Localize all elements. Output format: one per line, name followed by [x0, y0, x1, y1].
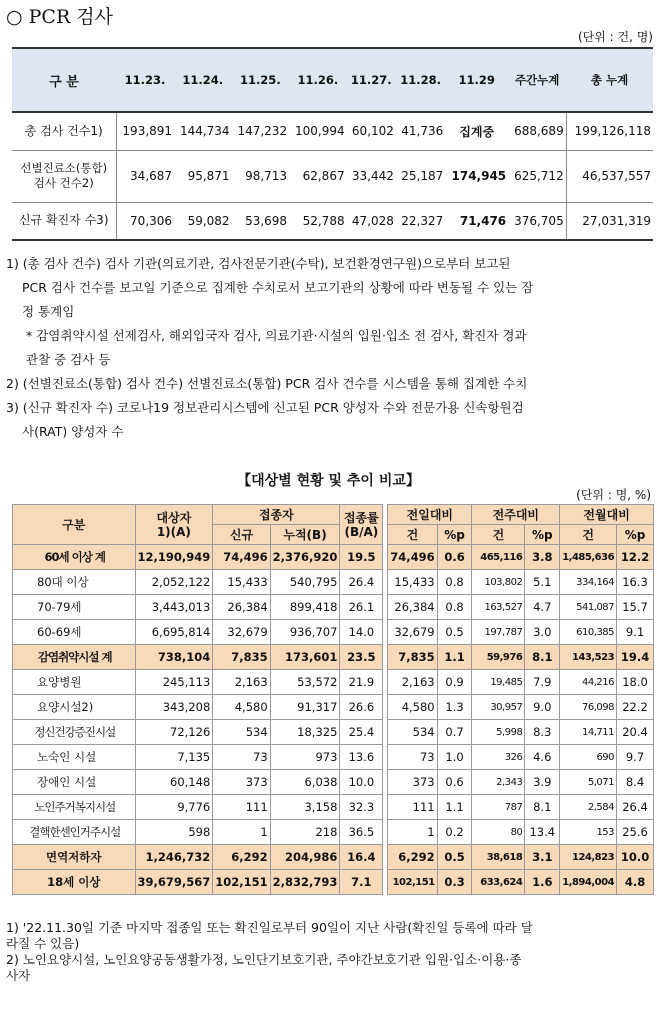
- vac-cell: 22.2: [617, 695, 654, 720]
- col-cumulative: 누적(B): [270, 525, 340, 545]
- vac-row: [13, 570, 654, 595]
- vac-cell: 15.7: [617, 595, 654, 620]
- vac-cell: 6,292: [213, 845, 270, 870]
- vac-cell: 102,151: [388, 870, 437, 895]
- vac-cell: 111: [388, 795, 437, 820]
- vac-table-title: 【대상별 현황 및 추이 비교】: [237, 473, 420, 489]
- vac-cell: 36.5: [340, 820, 383, 845]
- pcr-header-cell: 11.26.: [289, 48, 347, 112]
- pcr-header-cell: 11.25.: [232, 48, 290, 112]
- vac-row-label: 60-69세: [13, 620, 136, 645]
- vac-cell: 6,695,814: [135, 620, 213, 645]
- vac-cell: 74,496: [388, 545, 437, 570]
- vac-cell: 6,038: [270, 770, 340, 795]
- vac-cell: 373: [388, 770, 437, 795]
- vac-cell: 2,052,122: [135, 570, 213, 595]
- vac-cell: 1.1: [437, 795, 472, 820]
- vac-cell: 26.4: [617, 795, 654, 820]
- vac-cell: 91,317: [270, 695, 340, 720]
- vac-cell: 153: [560, 820, 617, 845]
- vac-cell: 53,572: [270, 670, 340, 695]
- vac-cell: 39,679,567: [135, 870, 213, 895]
- footnotes: [6, 920, 654, 984]
- vac-cell: 19.5: [340, 545, 383, 570]
- vac-cell: 8.1: [525, 795, 560, 820]
- vac-cell: 0.5: [437, 845, 472, 870]
- vac-cell: 13.4: [525, 820, 560, 845]
- vac-cell: 124,823: [560, 845, 617, 870]
- vac-cell: 8.1: [525, 645, 560, 670]
- vac-row: [13, 620, 654, 645]
- pcr-cell: 147,232: [232, 112, 290, 150]
- vac-cell: 16.3: [617, 570, 654, 595]
- vac-cell: 14.0: [340, 620, 383, 645]
- vac-cell: 111: [213, 795, 270, 820]
- vac-cell: 32,679: [213, 620, 270, 645]
- vac-cell: 1.1: [437, 645, 472, 670]
- vac-cell: 32,679: [388, 620, 437, 645]
- pcr-cell: 52,788: [289, 202, 347, 240]
- pcr-cell: 174,945: [445, 150, 508, 202]
- vac-cell: 6,292: [388, 845, 437, 870]
- footnote-1a: 1) '22.11.30일 기준 마지막 접종일 또는 확진일로부터 90일이 지난 사람(확진일 등록에 따라 달: [6, 920, 533, 935]
- vac-cell: 59,976: [472, 645, 525, 670]
- vac-cell: 2,832,793: [270, 870, 340, 895]
- vac-cell: 163,527: [472, 595, 525, 620]
- vac-row: [13, 795, 654, 820]
- footnote-1b: 라질 수 있음): [6, 936, 80, 951]
- vac-row: [13, 595, 654, 620]
- vac-row-label: 80대 이상: [13, 570, 136, 595]
- vac-cell: 373: [213, 770, 270, 795]
- pcr-cell: 47,028: [347, 202, 396, 240]
- vac-row: [13, 645, 654, 670]
- section-title: ○ PCR 검사: [6, 6, 113, 28]
- pcr-cell: 41,736: [396, 112, 445, 150]
- vac-cell: 13.6: [340, 745, 383, 770]
- vac-cell: 8.3: [525, 720, 560, 745]
- vac-cell: 343,208: [135, 695, 213, 720]
- vac-cell: 1,485,636: [560, 545, 617, 570]
- vac-cell: 72,126: [135, 720, 213, 745]
- pcr-header-row: [12, 48, 653, 112]
- pcr-cell: 193,891: [116, 112, 174, 150]
- col-gubun: 구분: [13, 505, 136, 545]
- pcr-row-label: 총 검사 건수1): [12, 112, 116, 150]
- vaccination-table: [12, 504, 654, 895]
- vac-cell: 610,385: [560, 620, 617, 645]
- vac-cell: 25.6: [617, 820, 654, 845]
- pcr-cell: 62,867: [289, 150, 347, 202]
- note-1b: PCR 검사 건수를 보고일 기준으로 집계한 수치로서 보고기관의 상황에 따라 변동될 수 있는 잠: [22, 280, 534, 295]
- vac-cell: 26.6: [340, 695, 383, 720]
- vac-cell: 173,601: [270, 645, 340, 670]
- vac-cell: 9.7: [617, 745, 654, 770]
- col-week-cnt: 건: [472, 525, 525, 545]
- note-2: 2) (선별진료소(통합) 검사 건수) 선별진료소(통합) PCR 검사 건수를 시스템을 통해 집계한 수치: [6, 376, 528, 391]
- vac-cell: 14,711: [560, 720, 617, 745]
- vac-cell: 0.7: [437, 720, 472, 745]
- vac-cell: 0.9: [437, 670, 472, 695]
- pcr-notes: [6, 252, 654, 444]
- col-day-cnt: 건: [388, 525, 437, 545]
- pcr-row-label: 신규 확진자 수3): [12, 202, 116, 240]
- vac-cell: 26.4: [340, 570, 383, 595]
- vac-cell: 26.1: [340, 595, 383, 620]
- vac-cell: 738,104: [135, 645, 213, 670]
- vac-cell: 218: [270, 820, 340, 845]
- vac-row-label: 노인주거복지시설: [13, 795, 136, 820]
- pcr-table: [12, 47, 653, 241]
- vac-row-label: 70-79세: [13, 595, 136, 620]
- vac-cell: 633,624: [472, 870, 525, 895]
- pcr-cell: 98,713: [232, 150, 290, 202]
- vac-cell: 1.6: [525, 870, 560, 895]
- vac-cell: 0.5: [437, 620, 472, 645]
- vac-cell: 4.8: [617, 870, 654, 895]
- pcr-row: [12, 202, 653, 240]
- vac-row-label: 감염취약시설 계: [13, 645, 136, 670]
- vac-cell: 4,580: [388, 695, 437, 720]
- vac-cell: 7.9: [525, 670, 560, 695]
- vac-cell: 598: [135, 820, 213, 845]
- pcr-cell: 25,187: [396, 150, 445, 202]
- col-month-cnt: 건: [560, 525, 617, 545]
- vac-row: [13, 670, 654, 695]
- vac-cell: 15,433: [213, 570, 270, 595]
- vac-cell: 26,384: [213, 595, 270, 620]
- vac-cell: 0.8: [437, 570, 472, 595]
- vac-row: [13, 845, 654, 870]
- pcr-header-cell: 11.23.: [116, 48, 174, 112]
- pcr-cell: 59,082: [174, 202, 232, 240]
- vac-cell: 3,443,013: [135, 595, 213, 620]
- vac-cell: 245,113: [135, 670, 213, 695]
- pcr-row: [12, 112, 653, 150]
- vac-row-label: 면역저하자: [13, 845, 136, 870]
- note-3b: 사(RAT) 양성자 수: [22, 424, 124, 439]
- note-star-b: 관찰 중 검사 등: [26, 352, 111, 367]
- vac-cell: 8.4: [617, 770, 654, 795]
- vac-cell: 143,523: [560, 645, 617, 670]
- vac-cell: 23.5: [340, 645, 383, 670]
- note-star-a: * 감염취약시설 선제검사, 해외입국자 검사, 의료기관·시설의 입원·입소 전 검사, 확진자 경과: [26, 328, 527, 343]
- col-prev-month: 전월대비: [560, 505, 654, 525]
- vac-cell: 0.8: [437, 595, 472, 620]
- pcr-cell: 688,689: [508, 112, 566, 150]
- vac-cell: 18.0: [617, 670, 654, 695]
- vac-cell: 18,325: [270, 720, 340, 745]
- vac-cell: 12.2: [617, 545, 654, 570]
- pcr-cell: 199,126,118: [566, 112, 653, 150]
- vac-cell: 5.1: [525, 570, 560, 595]
- vac-cell: 38,618: [472, 845, 525, 870]
- pcr-row: [12, 150, 653, 202]
- vac-cell: 197,787: [472, 620, 525, 645]
- vac-cell: 103,802: [472, 570, 525, 595]
- vac-cell: 73: [213, 745, 270, 770]
- col-rate: 접종률 (B/A): [340, 505, 383, 545]
- vac-cell: 1: [388, 820, 437, 845]
- vac-cell: 534: [388, 720, 437, 745]
- vac-unit: (단위 : 명, %): [576, 488, 651, 502]
- vac-cell: 787: [472, 795, 525, 820]
- vac-cell: 1,246,732: [135, 845, 213, 870]
- vac-cell: 541,087: [560, 595, 617, 620]
- pcr-header-cell: 총 누계: [566, 48, 653, 112]
- pcr-cell: 22,327: [396, 202, 445, 240]
- pcr-cell: 625,712: [508, 150, 566, 202]
- vac-cell: 7,835: [388, 645, 437, 670]
- vac-cell: 10.0: [340, 770, 383, 795]
- pcr-cell: 100,994: [289, 112, 347, 150]
- vac-cell: 20.4: [617, 720, 654, 745]
- vac-cell: 4.6: [525, 745, 560, 770]
- vac-cell: 26,384: [388, 595, 437, 620]
- pcr-row-label: 선별진료소(통합) 검사 건수2): [12, 150, 116, 202]
- vac-row-label: 18세 이상: [13, 870, 136, 895]
- vac-cell: 204,986: [270, 845, 340, 870]
- pcr-header-cell: 구 분: [12, 48, 116, 112]
- note-3a: 3) (신규 확진자 수) 코로나19 정보관리시스템에 신고된 PCR 양성자 수와 전문가용 신속항원검: [6, 400, 524, 415]
- vac-cell: 1.3: [437, 695, 472, 720]
- vac-cell: 4,580: [213, 695, 270, 720]
- vac-cell: 73: [388, 745, 437, 770]
- vac-cell: 326: [472, 745, 525, 770]
- vac-row: [13, 545, 654, 570]
- vac-cell: 2,584: [560, 795, 617, 820]
- vac-cell: 25.4: [340, 720, 383, 745]
- vac-cell: 2,163: [388, 670, 437, 695]
- note-1c: 정 통계임: [22, 304, 75, 319]
- pcr-header-cell: 11.29: [445, 48, 508, 112]
- vac-row-label: 정신건강증진시설: [13, 720, 136, 745]
- vac-row: [13, 870, 654, 895]
- vac-row: [13, 720, 654, 745]
- col-week-pp: %p: [525, 525, 560, 545]
- vac-cell: 690: [560, 745, 617, 770]
- vac-row-label: 노숙인 시설: [13, 745, 136, 770]
- col-month-pp: %p: [617, 525, 654, 545]
- pcr-cell: 144,734: [174, 112, 232, 150]
- pcr-unit: (단위 : 건, 명): [577, 30, 653, 44]
- vac-cell: 15,433: [388, 570, 437, 595]
- col-prev-day: 전일대비: [388, 505, 472, 525]
- vac-cell: 5,071: [560, 770, 617, 795]
- col-vaccinated: 접종자: [213, 505, 340, 525]
- vac-cell: 3.1: [525, 845, 560, 870]
- vac-cell: 0.2: [437, 820, 472, 845]
- pcr-cell: 95,871: [174, 150, 232, 202]
- vac-row: [13, 820, 654, 845]
- vac-cell: 44,216: [560, 670, 617, 695]
- vac-cell: 334,164: [560, 570, 617, 595]
- pcr-cell: 60,102: [347, 112, 396, 150]
- vac-cell: 3.0: [525, 620, 560, 645]
- vac-cell: 9.1: [617, 620, 654, 645]
- pcr-cell: 71,476: [445, 202, 508, 240]
- pcr-cell: 33,442: [347, 150, 396, 202]
- vac-cell: 21.9: [340, 670, 383, 695]
- vac-row-label: 결핵한센인거주시설: [13, 820, 136, 845]
- vac-cell: 2,163: [213, 670, 270, 695]
- note-1a: 1) (총 검사 건수) 검사 기관(의료기관, 검사전문기관(수탁), 보건환경연구원)으로부터 보고된: [6, 256, 511, 271]
- vac-cell: 74,496: [213, 545, 270, 570]
- vac-cell: 102,151: [213, 870, 270, 895]
- vac-cell: 19,485: [472, 670, 525, 695]
- vac-cell: 936,707: [270, 620, 340, 645]
- vac-row: [13, 770, 654, 795]
- vac-row: [13, 745, 654, 770]
- vac-cell: 9,776: [135, 795, 213, 820]
- vac-cell: 465,116: [472, 545, 525, 570]
- vac-cell: 1: [213, 820, 270, 845]
- vac-cell: 3.9: [525, 770, 560, 795]
- vac-cell: 1,894,004: [560, 870, 617, 895]
- pcr-cell: 70,306: [116, 202, 174, 240]
- vac-cell: 4.7: [525, 595, 560, 620]
- col-prev-week: 전주대비: [472, 505, 560, 525]
- footnote-2a: 2) 노인요양시설, 노인요양공동생활가정, 노인단기보호기관, 주야간보호기관 입원·입소·이용·종: [6, 952, 522, 967]
- pcr-cell: 27,031,319: [566, 202, 653, 240]
- footnote-2b: 사자: [6, 968, 31, 983]
- vac-row-label: 60세 이상 계: [13, 545, 136, 570]
- pcr-header-cell: 11.28.: [396, 48, 445, 112]
- vac-cell: 76,098: [560, 695, 617, 720]
- vac-cell: 80: [472, 820, 525, 845]
- pcr-header-cell: 11.24.: [174, 48, 232, 112]
- vac-cell: 2,376,920: [270, 545, 340, 570]
- vac-cell: 534: [213, 720, 270, 745]
- vac-cell: 0.3: [437, 870, 472, 895]
- vac-cell: 30,957: [472, 695, 525, 720]
- vac-cell: 7,835: [213, 645, 270, 670]
- pcr-cell: 34,687: [116, 150, 174, 202]
- vac-cell: 3.8: [525, 545, 560, 570]
- pcr-header-cell: 주간누계: [508, 48, 566, 112]
- vac-cell: 10.0: [617, 845, 654, 870]
- vac-cell: 973: [270, 745, 340, 770]
- vac-cell: 19.4: [617, 645, 654, 670]
- vac-cell: 7,135: [135, 745, 213, 770]
- vac-cell: 0.6: [437, 545, 472, 570]
- col-day-pp: %p: [437, 525, 472, 545]
- vac-cell: 60,148: [135, 770, 213, 795]
- vac-cell: 12,190,949: [135, 545, 213, 570]
- vac-cell: 3,158: [270, 795, 340, 820]
- vac-cell: 5,998: [472, 720, 525, 745]
- vac-cell: 32.3: [340, 795, 383, 820]
- col-target: 대상자 1)(A): [135, 505, 213, 545]
- pcr-cell: 53,698: [232, 202, 290, 240]
- vac-cell: 899,418: [270, 595, 340, 620]
- vac-row: [13, 695, 654, 720]
- vac-cell: 2,343: [472, 770, 525, 795]
- vac-row-label: 요양시설2): [13, 695, 136, 720]
- vac-row-label: 요양병원: [13, 670, 136, 695]
- pcr-cell: 46,537,557: [566, 150, 653, 202]
- col-new: 신규: [213, 525, 270, 545]
- vac-cell: 1.0: [437, 745, 472, 770]
- pcr-cell: 집계중: [445, 112, 508, 150]
- pcr-header-cell: 11.27.: [347, 48, 396, 112]
- vac-cell: 7.1: [340, 870, 383, 895]
- vac-row-label: 장애인 시설: [13, 770, 136, 795]
- vac-cell: 16.4: [340, 845, 383, 870]
- pcr-cell: 376,705: [508, 202, 566, 240]
- vac-cell: 0.6: [437, 770, 472, 795]
- vac-cell: 540,795: [270, 570, 340, 595]
- vac-cell: 9.0: [525, 695, 560, 720]
